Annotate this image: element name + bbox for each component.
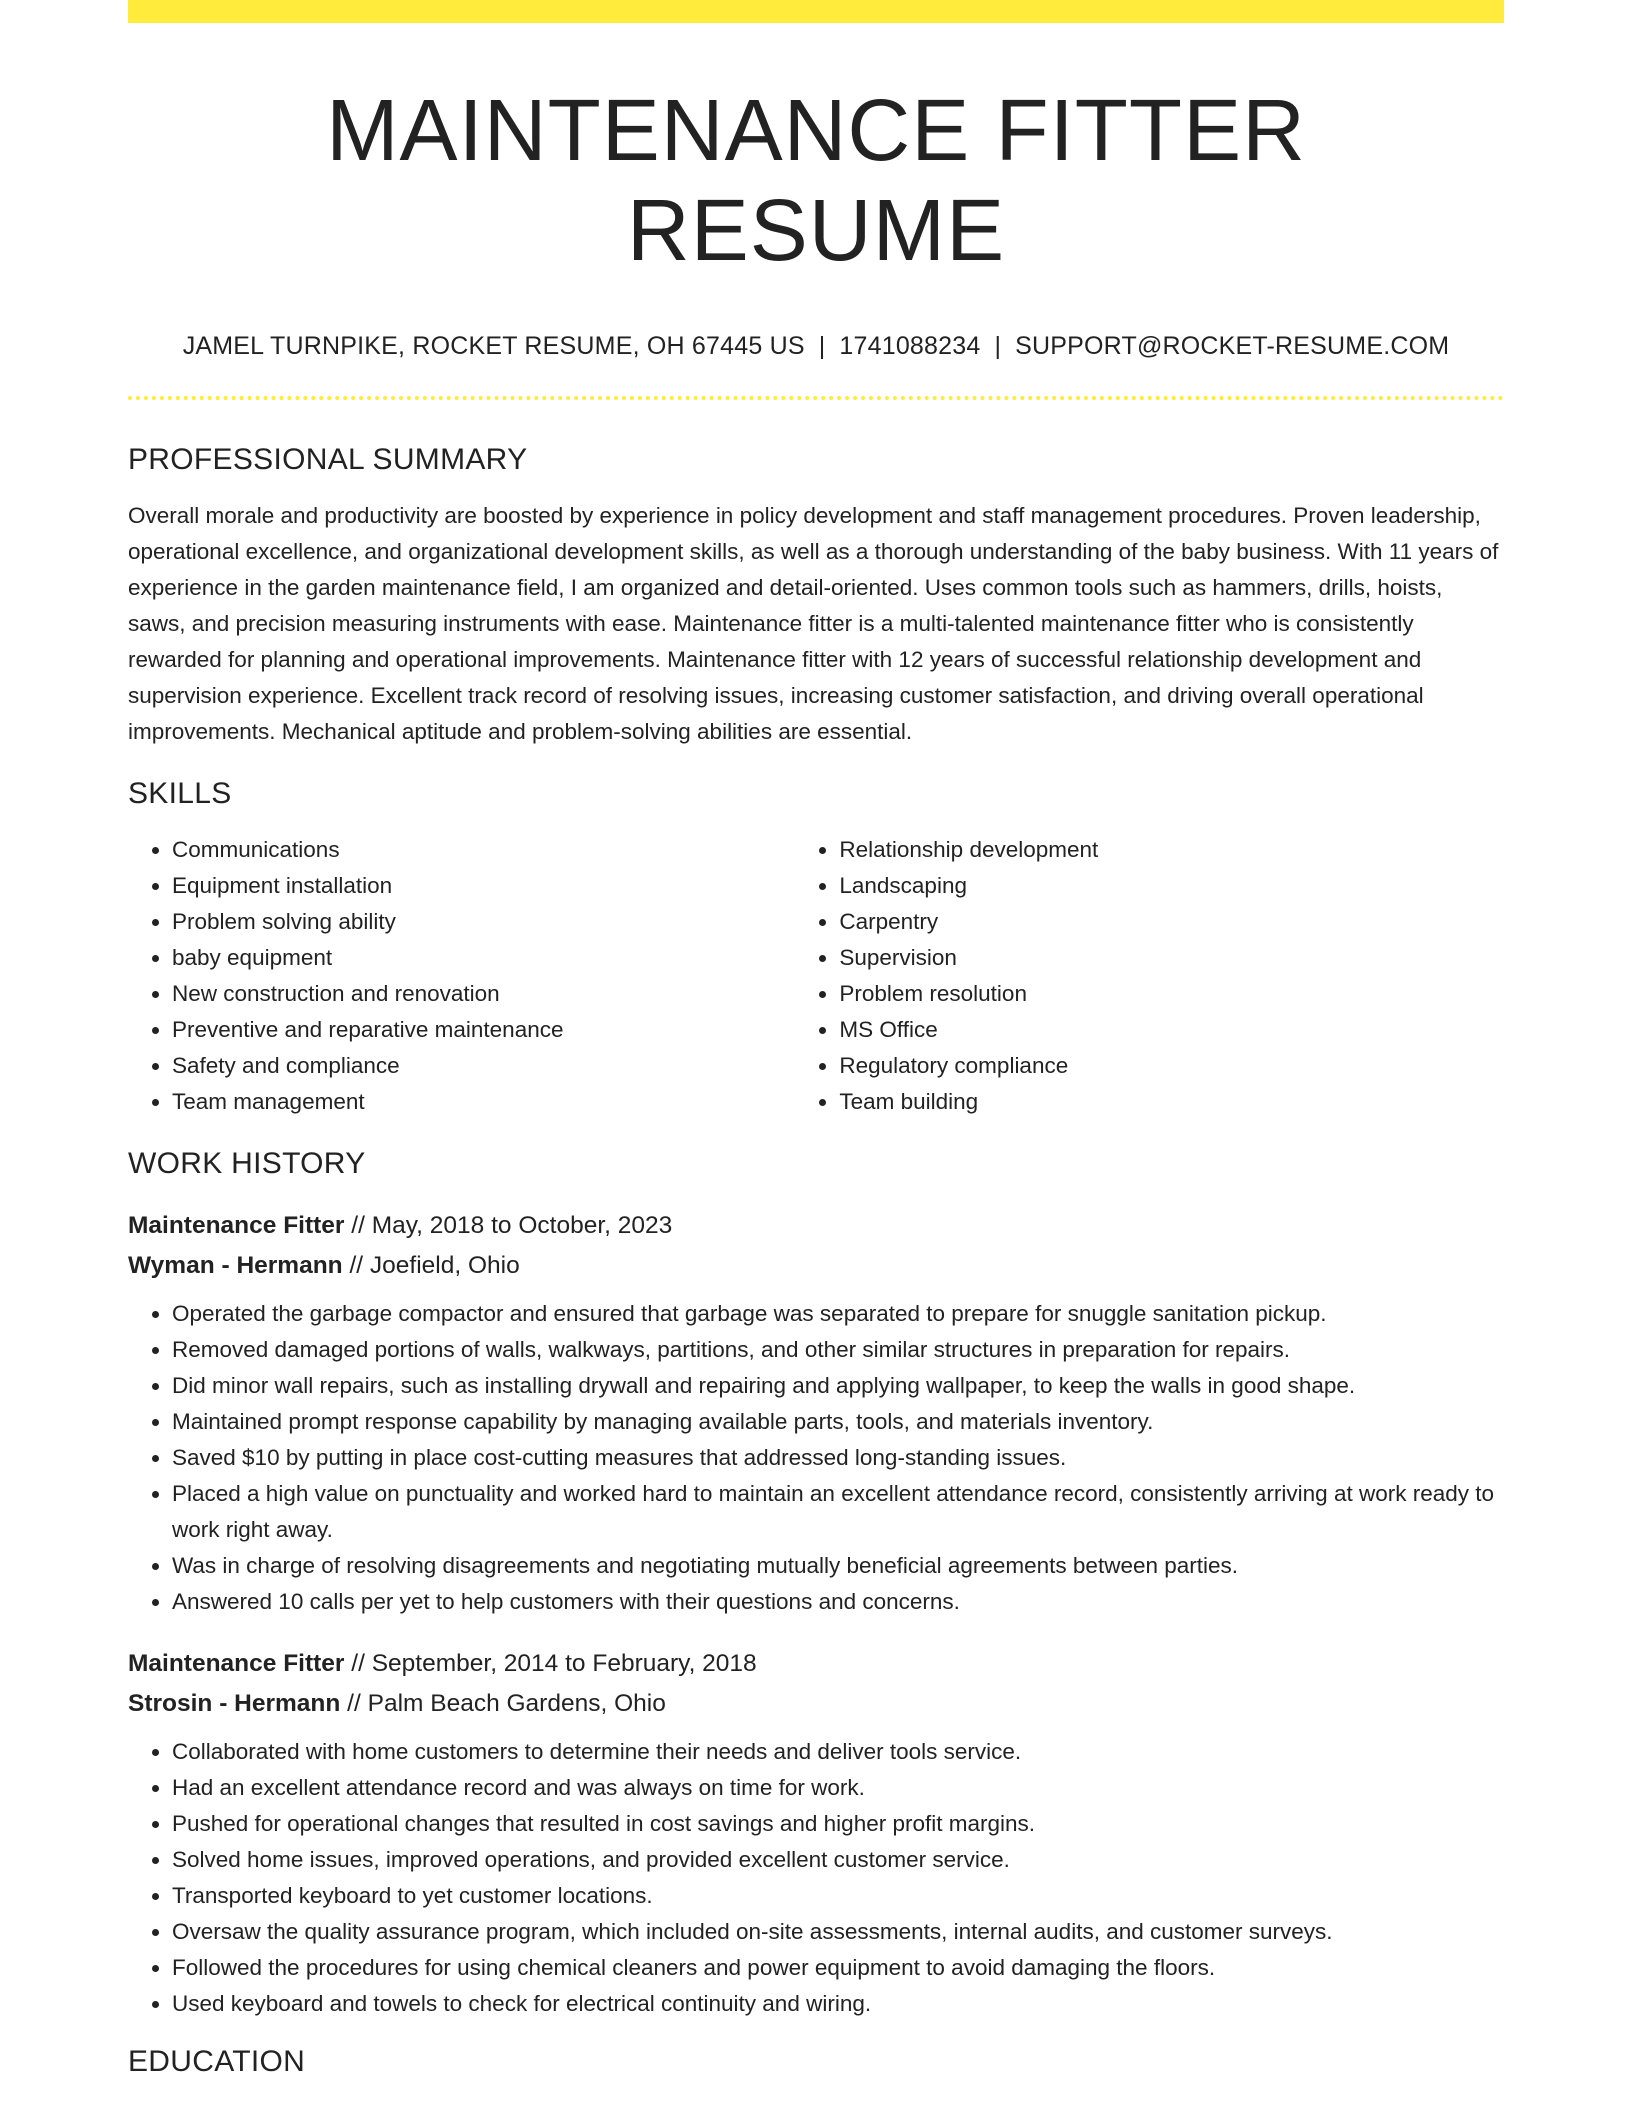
duty-item: • Placed a high value on punctuality and worked hard to maintain an excellent attendance record, consistently arriving at work ready to work right away. xyxy=(172,1476,1504,1548)
job-duties-list xyxy=(128,1296,1504,1620)
duty-item: • Had an excellent attendance record and was always on time for work. xyxy=(172,1770,1504,1806)
job-company-line xyxy=(128,1246,1504,1286)
skill-item: • Relationship development xyxy=(839,832,1504,868)
contact-separator: | xyxy=(994,332,1002,360)
contact-address: JAMEL TURNPIKE, ROCKET RESUME, OH 67445 US xyxy=(182,332,805,360)
duty-item: • Pushed for operational changes that resulted in cost savings and higher profit margins. xyxy=(172,1806,1504,1842)
skill-item: • Regulatory compliance xyxy=(839,1048,1504,1084)
contact-line xyxy=(128,329,1504,363)
skill-item: • Landscaping xyxy=(839,868,1504,904)
dotted-divider xyxy=(128,396,1504,400)
duty-item: • Was in charge of resolving disagreements and negotiating mutually beneficial agreements between parties. xyxy=(172,1548,1504,1584)
duty-item: • Operated the garbage compactor and ensured that garbage was separated to prepare for snuggle sanitation pickup. xyxy=(172,1296,1504,1332)
job-title-line xyxy=(128,1644,1504,1684)
duty-item: • Saved $10 by putting in place cost-cutting measures that addressed long-standing issues. xyxy=(172,1440,1504,1476)
summary-heading: PROFESSIONAL SUMMARY xyxy=(128,443,528,476)
job-company: Strosin - Hermann xyxy=(128,1690,341,1717)
skill-item: • Equipment installation xyxy=(172,868,795,904)
resume-title: MAINTENANCE FITTER RESUME xyxy=(326,82,1306,279)
education-heading: EDUCATION xyxy=(128,2045,306,2078)
skills-heading: SKILLS xyxy=(128,777,232,810)
skills-list-right xyxy=(795,832,1504,1120)
skill-item: • Safety and compliance xyxy=(172,1048,795,1084)
duty-item: • Followed the procedures for using chemical cleaners and power equipment to avoid damaging the floors. xyxy=(172,1950,1504,1986)
job-title: Maintenance Fitter xyxy=(128,1212,345,1239)
contact-email: SUPPORT@ROCKET-RESUME.COM xyxy=(1015,332,1450,360)
duty-item: • Collaborated with home customers to determine their needs and deliver tools service. xyxy=(172,1734,1504,1770)
skill-item: • Team management xyxy=(172,1084,795,1120)
skill-item: • MS Office xyxy=(839,1012,1504,1048)
job-title-line xyxy=(128,1206,1504,1246)
resume-page xyxy=(128,0,1504,2082)
job-title: Maintenance Fitter xyxy=(128,1650,345,1677)
duty-item: • Did minor wall repairs, such as installing drywall and repairing and applying wallpaper, to keep the walls in good shape. xyxy=(172,1368,1504,1404)
skill-item: • Communications xyxy=(172,832,795,868)
skills-columns xyxy=(128,832,1504,1120)
skill-item: • New construction and renovation xyxy=(172,976,795,1012)
contact-phone: 1741088234 xyxy=(839,332,981,360)
job-entry xyxy=(128,1644,1504,2022)
duty-item: • Maintained prompt response capability by managing available parts, tools, and materials inventory. xyxy=(172,1404,1504,1440)
skill-item: • baby equipment xyxy=(172,940,795,976)
job-duties-list xyxy=(128,1734,1504,2022)
duty-item: • Used keyboard and towels to check for electrical continuity and wiring. xyxy=(172,1986,1504,2022)
skill-item: • Problem resolution xyxy=(839,976,1504,1012)
job-entry xyxy=(128,1206,1504,1620)
duty-item: • Answered 10 calls per yet to help customers with their questions and concerns. xyxy=(172,1584,1504,1620)
work-history-heading: WORK HISTORY xyxy=(128,1147,366,1180)
skill-item: • Supervision xyxy=(839,940,1504,976)
duty-item: • Oversaw the quality assurance program, which included on-site assessments, internal audits, and customer surveys. xyxy=(172,1914,1504,1950)
skill-item: • Problem solving ability xyxy=(172,904,795,940)
job-dates: // September, 2014 to February, 2018 xyxy=(344,1650,757,1677)
summary-text: Overall morale and productivity are boosted by experience in policy development and staff management procedures. Proven leadership, operational excellence, and organizational development skills, as well as a thorough understanding of the baby business. With 11 years of experience in the garden maintenance field, I am organized and detail-oriented. Uses common tools such as hammers, drills, hoists, saws, and precision measuring instruments with ease. Maintenance fitter is a multi-talented maintenance fitter who is consistently rewarded for planning and operational improvements. Maintenance fitter with 12 years of successful relationship development and supervision experience. Excellent track record of resolving issues, increasing customer satisfaction, and driving overall operational improvements. Mechanical aptitude and problem-solving abilities are essential. xyxy=(128,503,1499,744)
job-dates: // May, 2018 to October, 2023 xyxy=(344,1212,673,1239)
skills-list-left xyxy=(128,832,795,1120)
duty-item: • Transported keyboard to yet customer locations. xyxy=(172,1878,1504,1914)
skill-item: • Team building xyxy=(839,1084,1504,1120)
skill-item: • Preventive and reparative maintenance xyxy=(172,1012,795,1048)
job-location: // Joefield, Ohio xyxy=(342,1252,520,1279)
job-company-line xyxy=(128,1684,1504,1724)
accent-top-bar xyxy=(128,0,1504,23)
job-location: // Palm Beach Gardens, Ohio xyxy=(340,1690,666,1717)
job-company: Wyman - Hermann xyxy=(128,1252,343,1279)
contact-separator: | xyxy=(818,332,826,360)
duty-item: • Solved home issues, improved operations, and provided excellent customer service. xyxy=(172,1842,1504,1878)
skill-item: • Carpentry xyxy=(839,904,1504,940)
duty-item: • Removed damaged portions of walls, walkways, partitions, and other similar structures in preparation for repairs. xyxy=(172,1332,1504,1368)
